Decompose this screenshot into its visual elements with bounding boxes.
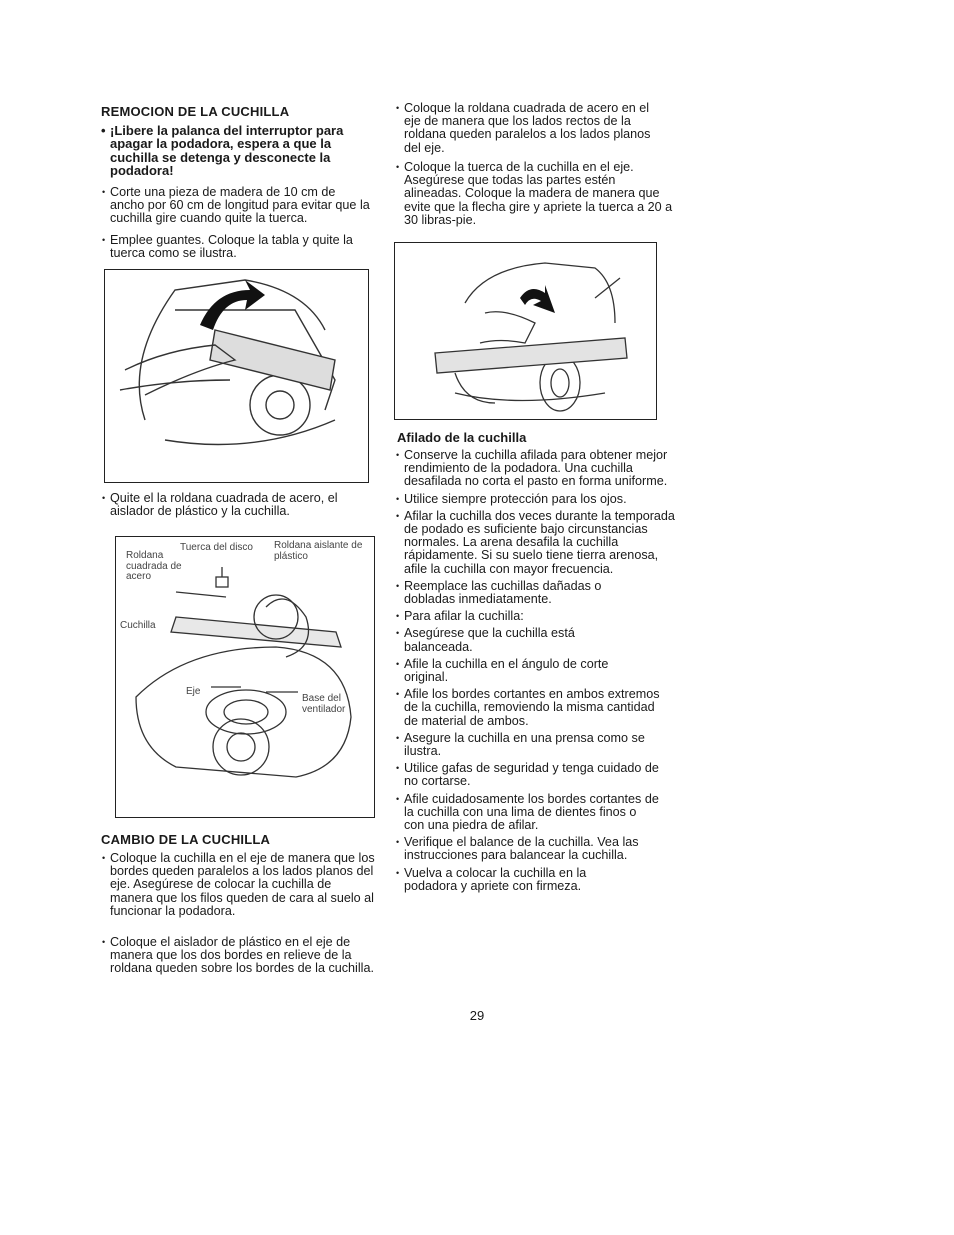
- sharpen-bullet: • Verifique el balance de la cuchilla. Vea las instrucciones para balancear la cuchilla.: [395, 836, 659, 862]
- label-eje: Eje: [186, 686, 201, 697]
- lawnmower-nut-removal-illustration: [105, 270, 368, 482]
- label-cuchilla: Cuchilla: [120, 620, 156, 631]
- figure-tighten-nut: [394, 242, 657, 420]
- removal-bullet-2: • Emplee guantes. Coloque la tabla y quite la tuerca como se ilustra.: [101, 234, 375, 260]
- lawnmower-tighten-illustration: [395, 243, 656, 419]
- sharpen-bullet: • Vuelva a colocar la cuchilla en la podadora y apriete con firmeza.: [395, 867, 634, 893]
- label-tuerca: Tuerca del disco: [180, 542, 253, 553]
- sharpen-list: [395, 448, 675, 897]
- removal-bullet-1: • Corte una pieza de madera de 10 cm de ancho por 60 cm de longitud para evitar que la cuchilla gire cuando quite la tuerca.: [101, 186, 372, 226]
- sharpen-bullet: • Asegúrese que la cuchilla está balanceada.: [395, 627, 624, 653]
- removal-after-figure: • Quite el la roldana cuadrada de acero, el aislador de plástico y la cuchilla.: [101, 492, 380, 518]
- label-base: Base del ventilador: [302, 693, 346, 715]
- label-roldana: Roldana cuadrada de acero: [126, 550, 182, 582]
- change-bullet-2: • Coloque el aislador de plástico en el eje de manera que los dos bordes en relieve de la roldana queden sobre los bordes de la cuchilla.: [101, 936, 375, 976]
- sharpen-bullet: • Afile los bordes cortantes en ambos extremos de la cuchilla, removiendo la misma cantidad de material de ambos.: [395, 688, 662, 728]
- install-bullet-2: • Coloque la tuerca de la cuchilla en el eje. Asegúrese que todas las partes estén alineadas. Coloque la madera de manera que evite que la flecha gire y apriete la tuerca a 20 a 30 libras-pie.: [395, 161, 676, 227]
- removal-warning: • ¡Libere la palanca del interruptor para apagar la podadora, espera a que la cuchilla se detenga y desconecte la podadora!: [101, 124, 380, 178]
- page-number: 29: [469, 1008, 485, 1023]
- figure-remove-nut: [104, 269, 369, 483]
- sharpen-bullet: • Asegure la cuchilla en una prensa como se ilustra.: [395, 732, 659, 758]
- sharpen-bullet: • Afile cuidadosamente los bordes cortantes de la cuchilla con una lima de dientes finos o con una piedra de afilar.: [395, 793, 659, 833]
- label-aislante: Roldana aislante de plástico: [274, 540, 363, 562]
- sharpen-bullet: • Reemplace las cuchillas dañadas o dobladas inmediatamente.: [395, 580, 644, 606]
- sharpen-bullet: • Afile la cuchilla en el ángulo de corte original.: [395, 658, 654, 684]
- sharpen-bullet: • Utilice gafas de seguridad y tenga cuidado de no cortarse.: [395, 762, 666, 788]
- figure-blade-parts: [115, 536, 375, 818]
- sharpen-bullet: • Para afilar la cuchilla:: [395, 610, 670, 623]
- sharpen-bullet: • Conserve la cuchilla afilada para obtener mejor rendimiento de la podadora. Una cuchilla desafilada no corta el pasto en forma uniforme.: [395, 449, 669, 489]
- sharpen-bullet: • Utilice siempre protección para los ojos.: [395, 493, 670, 506]
- change-bullet-1: • Coloque la cuchilla en el eje de manera que los bordes queden paralelos a los lados planos del eje. Asegúrese de colocar la cuchilla de manera que los filos queden de cara al suelo al funcionar la podadora.: [101, 852, 375, 918]
- removal-heading: REMOCION DE LA CUCHILLA: [101, 104, 290, 119]
- sharpen-bullet: • Afilar la cuchilla dos veces durante la temporada de podado es suficiente bajo circunstancias normales. La arena desafila la cuchilla rápidamente. Si su suelo tiene tierra arenosa, afile la cuchilla con mayor frecuencia.: [395, 510, 676, 576]
- change-heading: CAMBIO DE LA CUCHILLA: [101, 832, 271, 847]
- install-bullet-1: • Coloque la roldana cuadrada de acero en el eje de manera que los lados rectos de la roldana queden paralelos a los lados planos del eje.: [395, 102, 669, 155]
- sharpen-heading: Afilado de la cuchilla: [397, 430, 527, 445]
